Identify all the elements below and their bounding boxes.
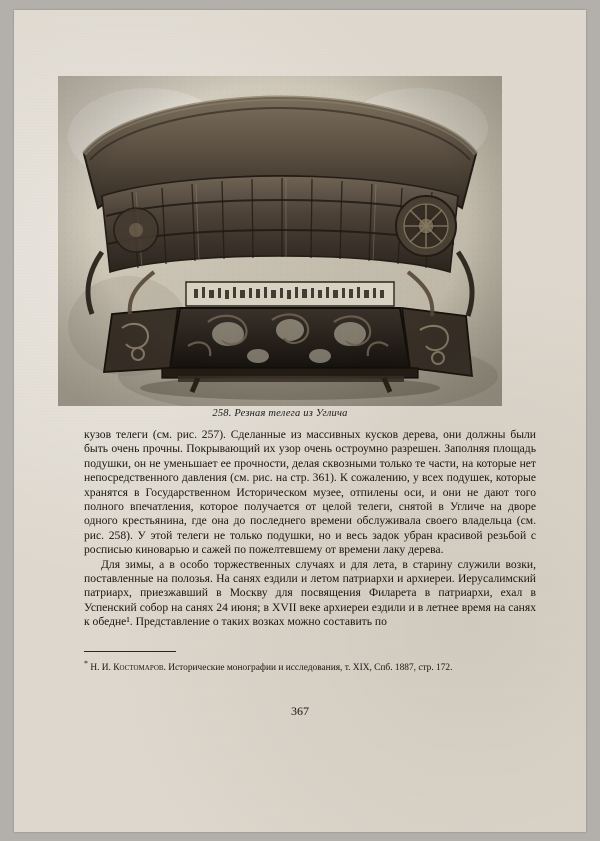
footnote-separator: [84, 651, 176, 652]
page-number: 367: [291, 704, 309, 718]
figure-carved-cart: [58, 76, 502, 406]
paragraph-2: Для зимы, а в особо торжественных случаях и для лета, в старину служили возки, поставленные на полозья. На санях ездили и летом патриархи и архиереи. Иерусалимский патриарх, приезжавший в Москву для посвящения Филарета в патриархи, ехал в Успенский собор на санях 24 июня; в XVII веке архиереи ездили и в летнее время на санях к обедне¹. Представление о таких возках можно составить по: [84, 557, 536, 629]
paragraph-1: кузов телеги (см. рис. 257). Сделанные из массивных кусков дерева, они должны были быть очень прочны. Покрывающий их узор очень остроумно разрешен. Заполняя площадь подушки, он не уменьшает ее прочности, делая сквозными только те части, на которые нет непосредственного давления (см. рис. на стр. 361). К сожалению, у всех подушек, которые хранятся в Государственном Историческом музее, отпилены оси, и они не дают того полного впечатления, которое получается от целой телеги, снятой в Угличе на дворе одного крестьянина, где она до последнего времени обслуживала своего владельца (см. рис. 258). У этой телеги не только подушки, но и весь задок убран красивой резьбой с росписью киноварью и сажей по пожелтевшему от времени лаку дерева.: [84, 428, 536, 557]
body-text: [84, 428, 536, 630]
footnote-text: Исторические монографии и исследования, т. XIX, Спб. 1887, стр. 172.: [168, 663, 453, 674]
footnote: [84, 658, 536, 675]
footnote-author: Н. И. Костомаров.: [90, 663, 166, 674]
book-page: [14, 10, 586, 832]
footnote-marker: *: [84, 659, 88, 668]
carved-cart-photograph: [58, 76, 502, 406]
figure-caption: 258. Резная телега из Углича: [212, 408, 348, 419]
